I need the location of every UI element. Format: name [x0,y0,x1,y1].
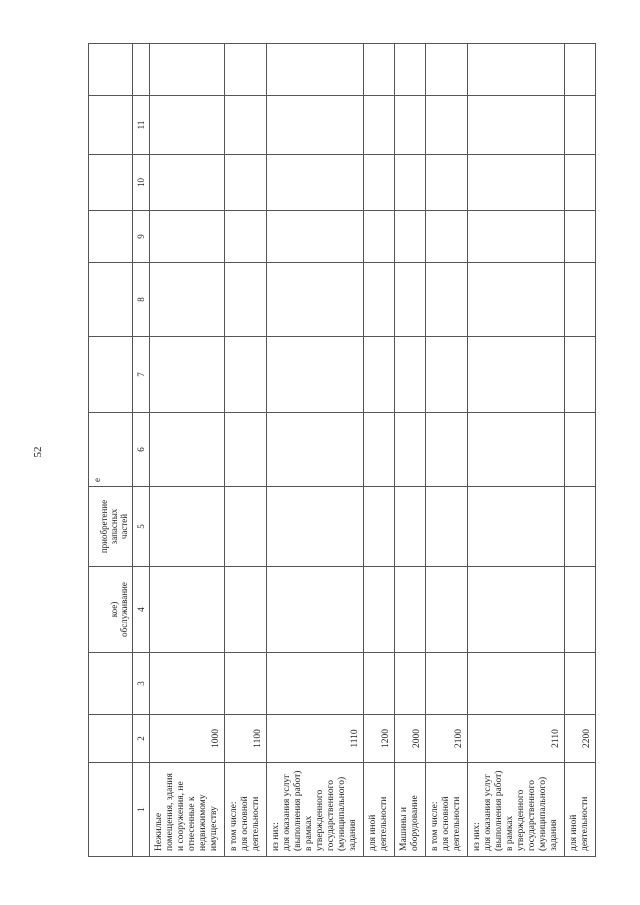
empty-cell [395,211,426,263]
row-name: из них: для оказания услуг (выполнения работ) в рамках утвержденного государственного (муниципального) задания [468,763,565,857]
header-row [89,44,133,857]
empty-cell [225,653,267,715]
empty-cell [150,413,225,487]
empty-cell [565,413,596,487]
row-code: 1110 [267,715,364,763]
empty-cell [395,337,426,413]
table-row [150,44,225,857]
empty-cell [150,96,225,155]
empty-cell [225,211,267,263]
empty-cell [225,487,267,567]
column-number: 5 [133,487,150,567]
empty-cell [468,96,565,155]
empty-cell [225,567,267,653]
page-number: 52 [32,446,44,458]
row-code: 1200 [364,715,395,763]
header-cell [89,96,133,155]
row-name: Нежилые помещения, здания и сооружения, не отнесенные к недвижимому имуществу [150,763,225,857]
header-cell [89,337,133,413]
empty-cell [468,413,565,487]
table-row [468,44,565,857]
column-number: 9 [133,211,150,263]
table-row [395,44,426,857]
empty-cell [565,653,596,715]
row-code: 1100 [225,715,267,763]
row-name: для иной деятельности [364,763,395,857]
column-number: 6 [133,413,150,487]
column-number: 11 [133,96,150,155]
empty-cell [468,653,565,715]
empty-cell [364,487,395,567]
row-name: Машины и оборудование [395,763,426,857]
empty-cell [426,653,468,715]
empty-cell [150,653,225,715]
row-name: из них: для оказания услуг (выполнения работ) в рамках утвержденного государственного (муниципального) задания [267,763,364,857]
empty-cell [150,567,225,653]
empty-cell [225,155,267,211]
empty-cell [426,44,468,96]
empty-cell [225,413,267,487]
empty-cell [395,653,426,715]
header-cell-6: е [89,413,133,487]
empty-cell [364,44,395,96]
rotated-table-container [88,44,592,857]
empty-cell [150,155,225,211]
empty-cell [426,337,468,413]
empty-cell [150,487,225,567]
empty-cell [468,263,565,337]
empty-cell [267,567,364,653]
row-name: в том числе: для основной деятельности [426,763,468,857]
empty-cell [267,263,364,337]
header-cell [89,155,133,211]
empty-cell [267,653,364,715]
empty-cell [468,155,565,211]
empty-cell [426,155,468,211]
empty-cell [426,263,468,337]
empty-cell [150,44,225,96]
empty-cell [364,567,395,653]
empty-cell [225,44,267,96]
header-cell [89,653,133,715]
empty-cell [565,567,596,653]
empty-cell [395,567,426,653]
column-number: 2 [133,715,150,763]
empty-cell [426,211,468,263]
empty-cell [395,96,426,155]
empty-cell [565,44,596,96]
empty-cell [426,413,468,487]
empty-cell [364,337,395,413]
empty-cell [395,263,426,337]
empty-cell [267,211,364,263]
empty-cell [267,44,364,96]
header-cell-4: кое) обслуживание [89,567,133,653]
empty-cell [150,211,225,263]
empty-cell [426,567,468,653]
empty-cell [267,337,364,413]
empty-cell [267,155,364,211]
row-code: 1000 [150,715,225,763]
empty-cell [364,155,395,211]
row-code: 2000 [395,715,426,763]
empty-cell [468,567,565,653]
column-number: 4 [133,567,150,653]
empty-cell [565,96,596,155]
header-cell [89,211,133,263]
table-row [225,44,267,857]
column-number: 10 [133,155,150,211]
column-number: 8 [133,263,150,337]
header-cell [89,763,133,857]
empty-cell [364,653,395,715]
row-name: для иной деятельности [565,763,596,857]
header-cell [89,715,133,763]
empty-cell [364,413,395,487]
empty-cell [565,211,596,263]
column-number: 7 [133,337,150,413]
header-cell-5: приобретение запасных частей [89,487,133,567]
empty-cell [225,96,267,155]
empty-cell [565,155,596,211]
empty-cell [468,487,565,567]
header-cell [89,44,133,96]
empty-cell [395,155,426,211]
row-code: 2110 [468,715,565,763]
column-number: 1 [133,763,150,857]
empty-cell [395,487,426,567]
empty-cell [395,44,426,96]
empty-cell [468,337,565,413]
row-name: в том числе: для основной деятельности [225,763,267,857]
empty-cell [225,337,267,413]
data-table [88,43,596,857]
row-code: 2200 [565,715,596,763]
empty-cell [426,96,468,155]
empty-cell [468,44,565,96]
empty-cell [426,487,468,567]
empty-cell [267,413,364,487]
empty-cell [565,337,596,413]
empty-cell [150,263,225,337]
table-row [426,44,468,857]
empty-cell [565,263,596,337]
column-number: 3 [133,653,150,715]
column-number [133,44,150,96]
empty-cell [364,211,395,263]
empty-cell [364,263,395,337]
column-number-row [133,44,150,857]
empty-cell [225,263,267,337]
empty-cell [468,211,565,263]
table-row [565,44,596,857]
empty-cell [267,96,364,155]
table-row [267,44,364,857]
empty-cell [267,487,364,567]
row-code: 2100 [426,715,468,763]
header-cell [89,263,133,337]
empty-cell [395,413,426,487]
empty-cell [364,96,395,155]
empty-cell [565,487,596,567]
empty-cell [150,337,225,413]
table-row [364,44,395,857]
